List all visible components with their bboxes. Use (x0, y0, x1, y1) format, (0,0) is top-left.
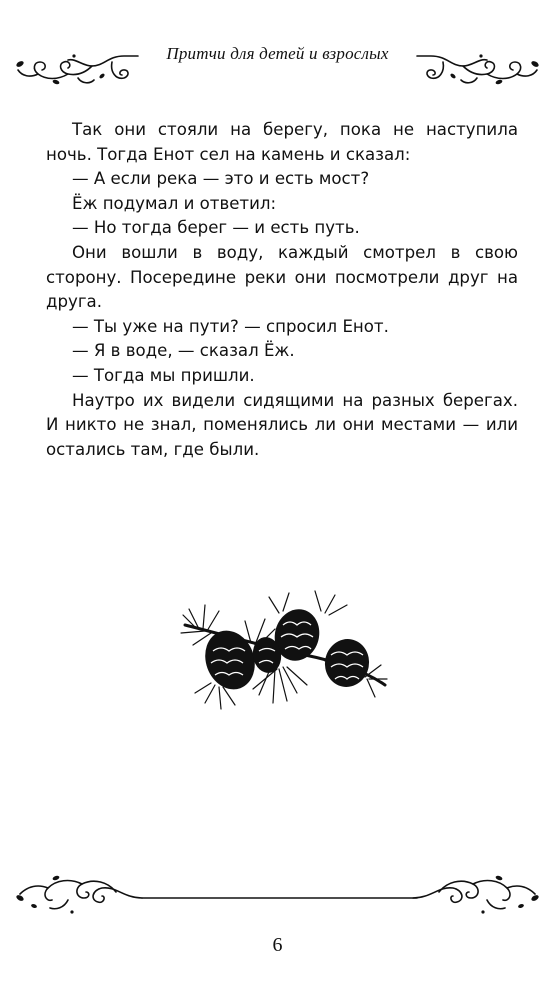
paragraph: — А если река — это и есть мост? (72, 169, 370, 189)
page-number: 6 (272, 934, 283, 956)
paragraph: — Я в воде, — сказал Ёж. (72, 341, 295, 361)
pinecone-branch-icon (175, 585, 390, 725)
paragraph: Они вошли в воду, каждый смотрел в свою сторону. Посередине реки они посмотрели друг на друга. (46, 242, 518, 312)
parable-text (46, 118, 518, 462)
paragraph: Ёж подумал и ответил: (72, 193, 277, 213)
running-title: Притчи для детей и взрослых (166, 44, 389, 63)
paragraph: Так они стояли на берегу, пока не наступила ночь. Тогда Енот сел на камень и сказал: (46, 120, 518, 164)
footer-ornament-icon (12, 872, 543, 918)
header-ornament-icon (12, 52, 543, 98)
page-header (0, 0, 555, 100)
paragraph: — Ты уже на пути? — спросил Енот. (72, 316, 389, 336)
paragraph: — Тогда мы пришли. (72, 365, 255, 385)
paragraph: Наутро их видели сидящими на разных берегах. И никто не знал, поменялись ли они местами — или остались там, где были. (46, 390, 518, 459)
paragraph: — Но тогда берег — и есть путь. (72, 218, 360, 238)
